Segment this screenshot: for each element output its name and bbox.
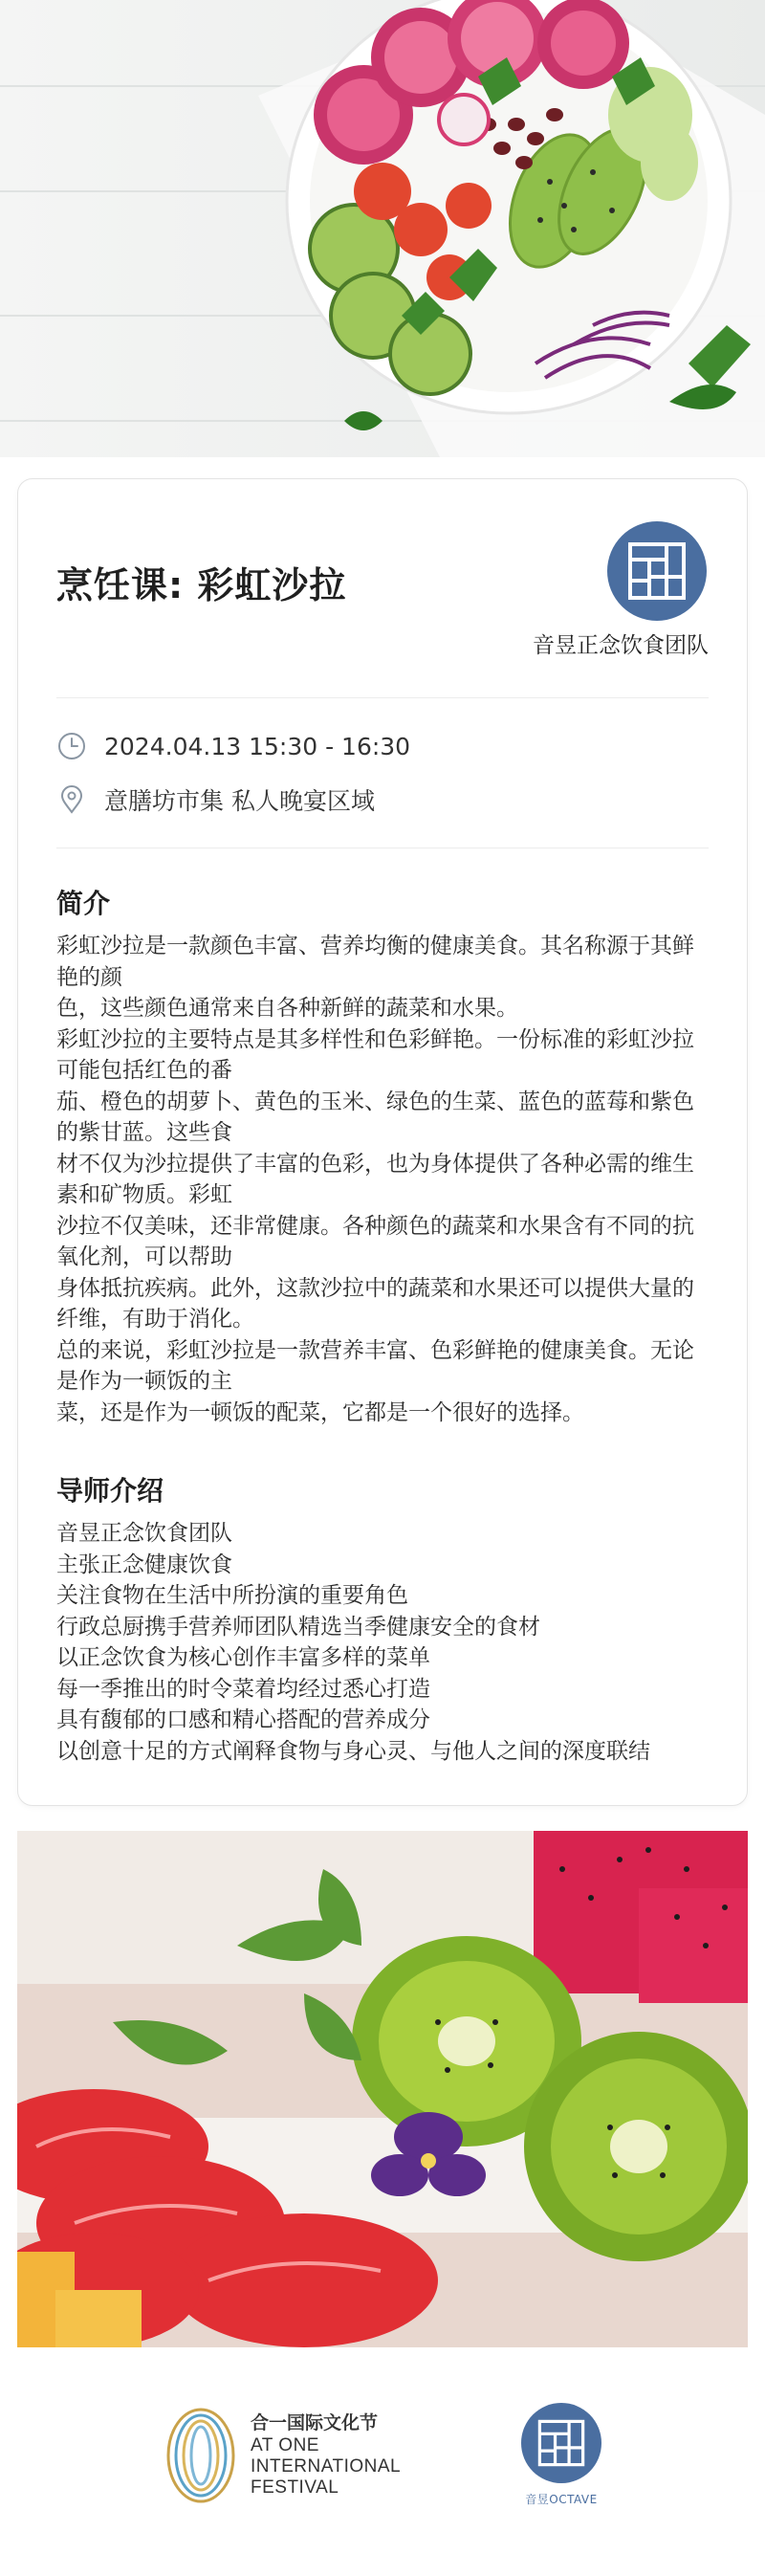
- fruit-dessert-image: [17, 1831, 748, 2347]
- organizer[interactable]: [517, 521, 709, 661]
- instructor-line: 主张正念健康饮食: [56, 1552, 232, 1577]
- instructor-line: 每一季推出的时令菜着均经过悉心打造: [56, 1676, 430, 1702]
- event-meta: [56, 727, 709, 819]
- instructor-text: [56, 1518, 709, 1767]
- festival-mark-icon: [163, 2403, 239, 2508]
- intro-line: 茄、橙色的胡萝卜、黄色的玉米、绿色的生菜、蓝色的蓝莓和紫色的紫甘蓝。这些食: [56, 1089, 694, 1145]
- organizer-logo-icon: [607, 521, 707, 621]
- intro-section: [56, 883, 709, 1428]
- festival-name-en-2: INTERNATIONAL: [251, 2456, 402, 2477]
- instructor-line: 以正念饮食为核心创作丰富多样的菜单: [56, 1645, 430, 1670]
- card-header: [56, 521, 709, 661]
- intro-line: 身体抵抗疾病。此外，这款沙拉中的蔬菜和水果还可以提供大量的纤维，有助于消化。: [56, 1275, 694, 1332]
- page-title: 烹饪课: 彩虹沙拉: [56, 564, 347, 606]
- divider: [56, 697, 709, 698]
- festival-logo[interactable]: [163, 2403, 401, 2508]
- intro-line: 彩虹沙拉是一款颜色丰富、营养均衡的健康美食。其名称源于其鲜艳的颜: [56, 934, 694, 990]
- event-datetime: 2024.04.13 15:30 - 16:30: [104, 732, 411, 760]
- instructor-heading: 导师介绍: [56, 1475, 164, 1507]
- festival-text: [251, 2412, 401, 2499]
- instructor-section: [56, 1470, 709, 1767]
- event-datetime-row: [56, 727, 709, 765]
- footer: [0, 2347, 765, 2539]
- instructor-line: 具有馥郁的口感和精心搭配的营养成分: [56, 1707, 430, 1732]
- instructor-line: 关注食物在生活中所扮演的重要角色: [56, 1583, 408, 1608]
- intro-line: 材不仅为沙拉提供了丰富的色彩，也为身体提供了各种必需的维生素和矿物质。彩虹: [56, 1151, 694, 1207]
- intro-line: 总的来说，彩虹沙拉是一款营养丰富、色彩鲜艳的健康美食。无论是作为一顿饭的主: [56, 1337, 694, 1394]
- intro-heading: 简介: [56, 888, 111, 919]
- festival-name-cn: 合一国际文化节: [251, 2413, 379, 2433]
- clock-icon: [56, 731, 87, 761]
- organizer-name: 音昱正念饮食团队: [533, 633, 709, 658]
- instructor-line: 音昱正念饮食团队: [56, 1521, 232, 1546]
- event-info-card: [17, 478, 748, 1806]
- intro-line: 色，这些颜色通常来自各种新鲜的蔬菜和水果。: [56, 996, 518, 1021]
- intro-line: 沙拉不仅美味，还非常健康。各种颜色的蔬菜和水果含有不同的抗氧化剂，可以帮助: [56, 1213, 694, 1269]
- intro-text: [56, 931, 709, 1428]
- festival-name-en-1: AT ONE: [251, 2435, 319, 2455]
- hero-salad-image: [0, 0, 765, 457]
- festival-name-en-3: FESTIVAL: [251, 2477, 339, 2498]
- instructor-line: 行政总厨携手营养师团队精选当季健康安全的食材: [56, 1614, 540, 1640]
- instructor-line: 以创意十足的方式阐释食物与身心灵、与他人之间的深度联结: [56, 1738, 650, 1764]
- location-pin-icon: [56, 784, 87, 815]
- intro-line: 菜，还是作为一顿饭的配菜，它都是一个很好的选择。: [56, 1399, 584, 1425]
- octave-logo-icon: [521, 2403, 601, 2483]
- octave-logo[interactable]: [518, 2403, 604, 2507]
- event-location: 意膳坊市集 私人晚宴区域: [104, 787, 375, 815]
- event-location-row[interactable]: [56, 781, 709, 819]
- intro-line: 彩虹沙拉的主要特点是其多样性和色彩鲜艳。一份标准的彩虹沙拉可能包括红色的番: [56, 1026, 694, 1083]
- octave-name: 音昱OCTAVE: [525, 2493, 598, 2506]
